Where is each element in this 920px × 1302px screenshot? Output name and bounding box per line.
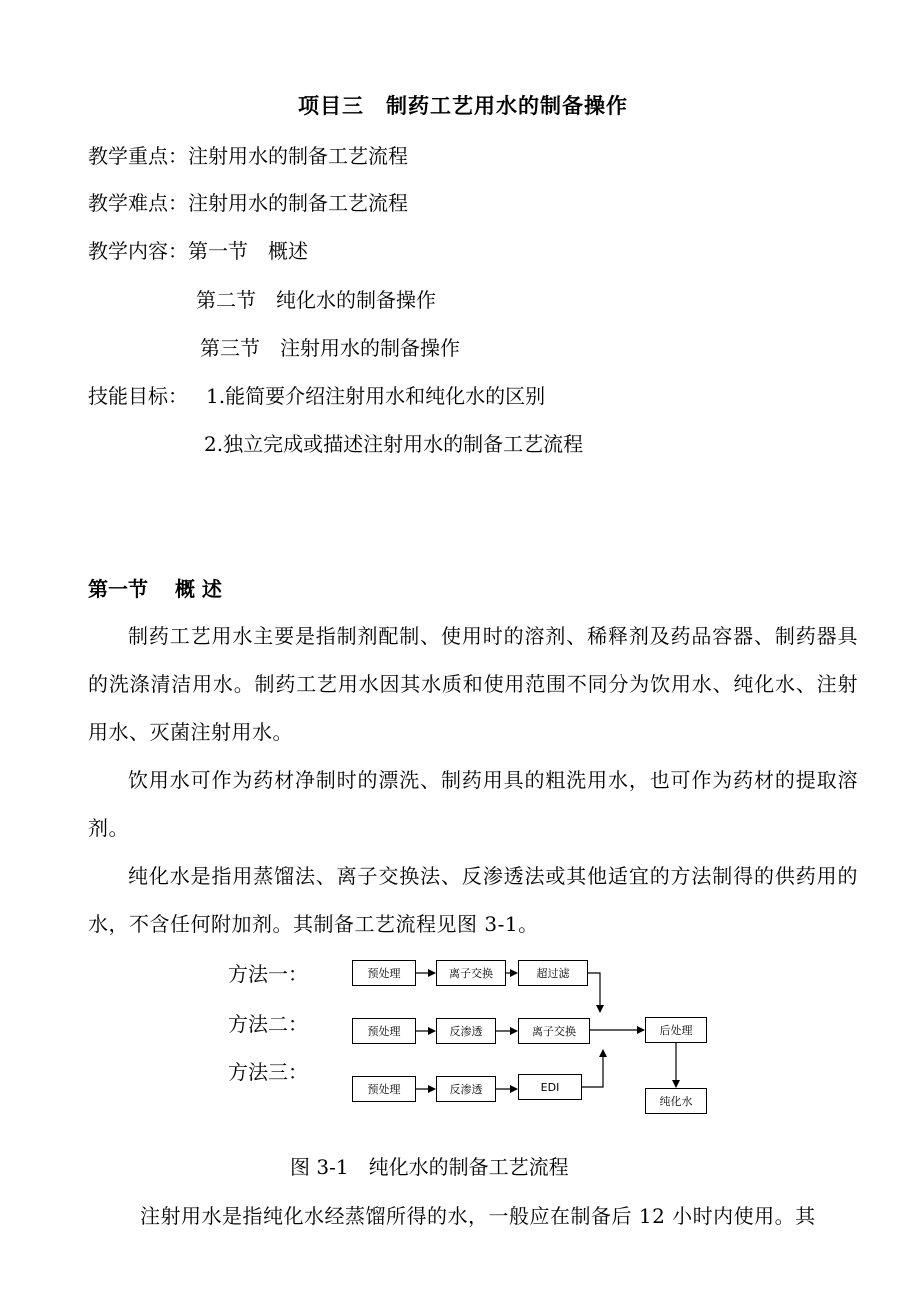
method-2-label: 方法二： [228,1012,308,1036]
page-title: 项目三 制药工艺用水的制备操作 [298,93,628,118]
m3-edi-box: EDI [518,1074,582,1100]
purified-water-box: 纯化水 [645,1088,707,1114]
paragraph-2: 饮用水可作为药材净制时的漂洗、制药用具的粗洗用水，也可作为药材的提取溶剂。 [88,768,858,840]
content-section-2: 第二节 纯化水的制备操作 [196,288,436,312]
teaching-content [88,239,308,263]
skill-goals-label: 技能目标： [88,384,188,408]
paragraph-1: 制药工艺用水主要是指制剂配制、使用时的溶剂、稀释剂及药品容器、制药器具的洗涤清洁用水。制药工艺用水因其水质和使用范围不同分为饮用水、纯化水、注射用水、灭菌注射用水。 [88,624,858,744]
skill-item-1: 1.能简要介绍注射用水和纯化水的区别 [206,384,546,408]
teaching-difficulty-label: 教学难点： [88,191,188,215]
content-section-1: 第一节 概述 [188,239,308,263]
m3-reverse-osmosis-box: 反渗透 [436,1076,496,1102]
figure-caption: 图 3-1 纯化水的制备工艺流程 [290,1155,569,1179]
teaching-focus-label: 教学重点： [88,144,188,168]
arrow-m1-down [588,973,600,1012]
method-3-label: 方法三： [228,1060,308,1084]
content-section-3: 第三节 注射用水的制备操作 [200,336,460,360]
m2-reverse-osmosis-box: 反渗透 [436,1018,496,1044]
m1-ultrafiltration-box: 超过滤 [518,960,588,986]
teaching-focus-value: 注射用水的制备工艺流程 [188,144,408,168]
m2-pretreatment-box: 预处理 [352,1018,416,1044]
skill-goals [88,384,188,408]
teaching-difficulty-value: 注射用水的制备工艺流程 [188,191,408,215]
arrow-m3-up [582,1050,603,1087]
m1-ion-exchange-box: 离子交换 [436,960,506,986]
m3-pretreatment-box: 预处理 [352,1076,416,1102]
teaching-focus [88,144,408,168]
teaching-content-label: 教学内容： [88,239,188,263]
method-1-label: 方法一： [228,962,308,986]
m2-ion-exchange-box: 离子交换 [518,1018,590,1044]
section-heading: 第一节 概 述 [88,577,222,601]
post-treatment-box: 后处理 [645,1017,707,1043]
skill-item-2: 2.独立完成或描述注射用水的制备工艺流程 [204,432,584,456]
teaching-difficulty [88,191,408,215]
paragraph-4: 注射用水是指纯化水经蒸馏所得的水，一般应在制备后 12 小时内使用。其 [140,1204,816,1228]
m1-pretreatment-box: 预处理 [352,960,416,986]
paragraph-3: 纯化水是指用蒸馏法、离子交换法、反渗透法或其他适宜的方法制得的供药用的水，不含任何附加剂。其制备工艺流程见图 3-1。 [88,864,858,936]
